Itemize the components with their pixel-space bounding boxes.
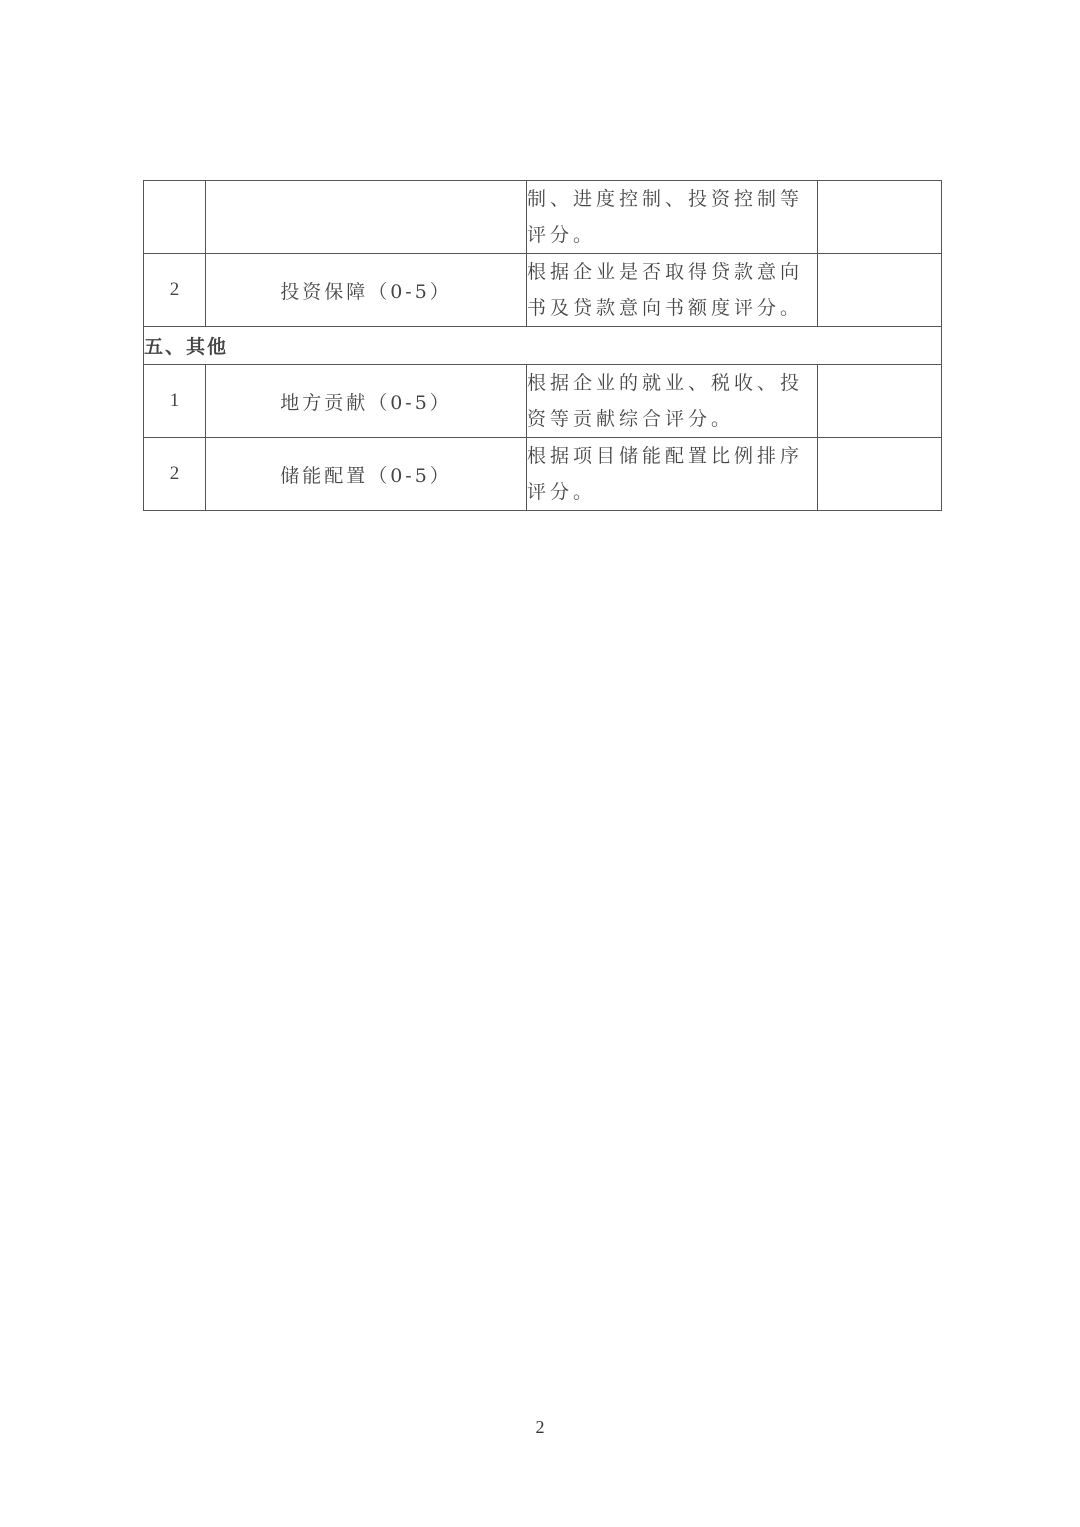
row-number: 2 [144,438,206,511]
criterion-description [527,438,818,511]
criterion-description [527,365,818,438]
description-line: 根据项目储能配置比例排序 [527,445,804,467]
table-row [144,254,942,327]
page-number: 2 [535,1417,545,1437]
score-cell [818,365,942,438]
criterion-name: 储能配置（0-5） [206,438,527,511]
row-number: 2 [144,254,206,327]
row-number: 1 [144,365,206,438]
criterion-description [527,181,818,254]
section-title: 五、其他 [144,327,942,365]
criterion-description [527,254,818,327]
description-line: 评分。 [527,224,597,246]
section-header-row [144,327,942,365]
criterion-name [206,181,527,254]
table-row [144,181,942,254]
description-line: 资等贡献综合评分。 [527,408,735,430]
score-cell [818,181,942,254]
criterion-name: 投资保障（0-5） [206,254,527,327]
score-cell [818,254,942,327]
description-line: 书及贷款意向书额度评分。 [527,297,804,319]
scoring-table [143,180,942,511]
score-cell [818,438,942,511]
table-row [144,438,942,511]
row-number [144,181,206,254]
description-line: 根据企业的就业、税收、投 [527,372,804,394]
description-line: 评分。 [527,481,597,503]
description-line: 制、进度控制、投资控制等 [527,188,804,210]
description-line: 根据企业是否取得贷款意向 [527,261,804,283]
criterion-name: 地方贡献（0-5） [206,365,527,438]
table-row [144,365,942,438]
